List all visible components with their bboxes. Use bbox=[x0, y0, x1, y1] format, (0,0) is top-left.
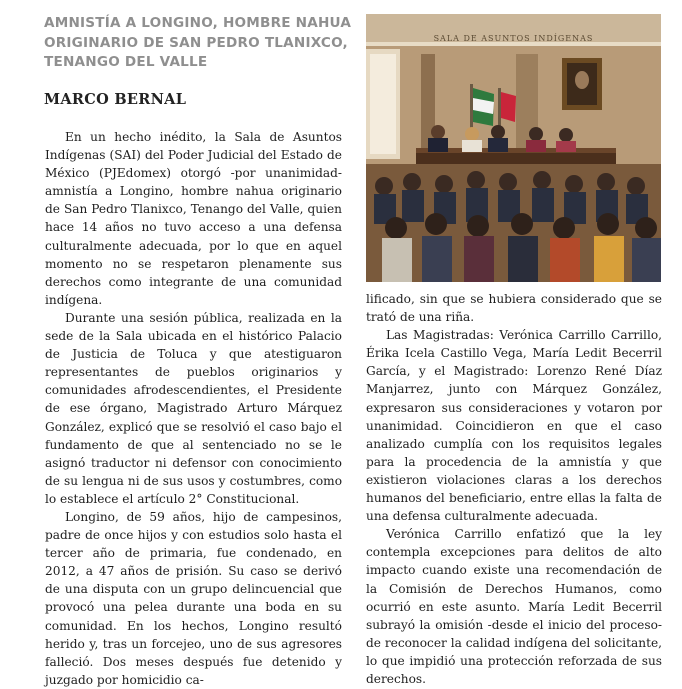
courtroom-photo-illustration bbox=[366, 14, 661, 282]
article-byline: MARCO BERNAL bbox=[44, 91, 187, 108]
paragraph: lificado, sin que se hubiera considerado que se trató de una riña. bbox=[366, 292, 662, 325]
paragraph: Las Magistradas: Verónica Carrillo Carrillo, Érika Icela Castillo Vega, María Ledit Becerril García, y el Magistrado: Lorenzo René Díaz Manjarrez, junto con Márquez González, expresaron sus consideraciones y votaron por unanimidad. Coincidieron en que el caso analizado cumplía con los requisitos legales para la procedencia de la amnistía y que existieron violaciones claras a los derechos humanos del beneficiario, entre ellas la falta de una defensa culturalmente adecuada. bbox=[366, 328, 662, 524]
paragraph: Durante una sesión pública, realizada en la sede de la Sala ubicada en el histórico Palacio de Justicia de Toluca y que atestiguaron representantes de pueblos originarios y comunidades afrodescendientes, el Presidente de ese órgano, Magistrado Arturo Márquez González, explicó que se resolvió el caso bajo el fundamento de que al sentenciado no se le asignó traductor ni defensor con conocimiento de su lengua ni de sus usos y costumbres, como lo establece el artículo 2° Constitucional. bbox=[45, 310, 342, 506]
courtroom-sign: SALA DE ASUNTOS INDÍGENAS bbox=[433, 34, 594, 43]
article-headline: AMNISTÍA A LONGINO, HOMBRE NAHUA ORIGINARIO DE SAN PEDRO TLANIXCO, TENANGO DEL VALLE bbox=[44, 15, 352, 70]
paragraph: Verónica Carrillo enfatizó que la ley contempla excepciones para delitos de alto impacto cuando existe una recomendación de la Comisión de Derechos Humanos, como ocurrió en este asunto. María Ledit Becerril subrayó la omisión -desde el inicio del proceso- de reconocer la calidad indígena del solicitante, lo que impidió una protección reforzada de sus derechos. bbox=[366, 527, 662, 686]
paragraph: Longino, de 59 años, hijo de campesinos, padre de once hijos y con estudios solo hasta el tercer año de primaria, fue condenado, en 2012, a 47 años de prisión. Su caso se derivó de una disputa con un grupo delincuencial que provocó una pelea durante una boda en su comunidad. En los hechos, Longino resultó herido y, tras un forcejeo, uno de sus agresores falleció. Dos meses después fue detenido y juzgado por homicidio ca- bbox=[45, 509, 342, 687]
paragraph: En un hecho inédito, la Sala de Asuntos Indígenas (SAI) del Poder Judicial del Estado de México (PJEdomex) otorgó -por unanimidad- amnistía a Longino, hombre nahua originario de San Pedro Tlanixco, Tenango del Valle, quien hace 14 años no tuvo acceso a una defensa culturalmente adecuada, por lo que en aquel momento no se respetaron plenamente sus derechos como integrante de una comunidad indígena. bbox=[45, 130, 342, 307]
article-column-right bbox=[366, 290, 662, 688]
article-column-left bbox=[45, 128, 342, 689]
article-photo bbox=[366, 14, 661, 282]
